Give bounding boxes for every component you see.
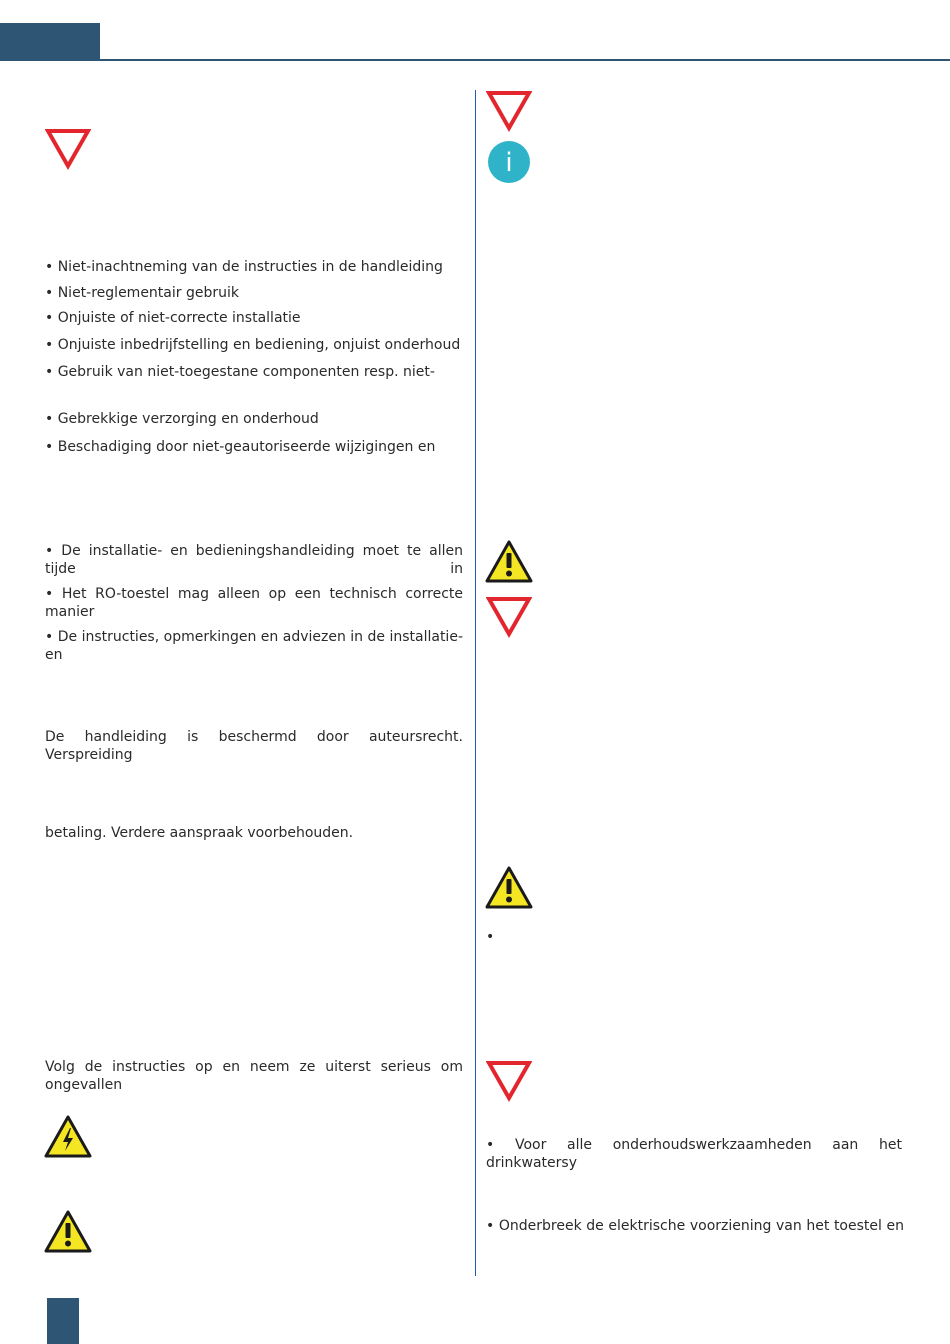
note-item: • De instructies, opmerkingen en adviezen in de installatie- en <box>45 629 463 663</box>
info-icon <box>487 140 531 184</box>
safety-instruction-text: Volg de instructies op en neem ze uiterst serieus om ongevallen <box>45 1059 463 1093</box>
header-rule <box>100 59 950 61</box>
warning-triangle-red-icon <box>486 596 532 638</box>
cause-item: • Gebruik van niet-toegestane componenten resp. niet- <box>45 364 435 380</box>
maintenance-item: • Onderbreek de elektrische voorziening van het toestel en <box>486 1218 904 1234</box>
cause-item: • Niet-inachtneming van de instructies in de handleiding <box>45 259 443 275</box>
warning-triangle-red-icon <box>486 1060 532 1102</box>
caution-triangle-icon <box>485 540 533 583</box>
bullet-marker: • <box>486 929 495 945</box>
cause-item: • Niet-reglementair gebruik <box>45 285 239 301</box>
maintenance-item: • Voor alle onderhoudswerkzaamheden aan het drinkwatersy <box>486 1137 902 1171</box>
cause-item: • Gebrekkige verzorging en onderhoud <box>45 411 319 427</box>
warning-triangle-red-icon <box>45 128 91 170</box>
page-number-tab <box>47 1298 79 1344</box>
header-tab <box>0 23 100 61</box>
electrical-hazard-icon <box>44 1115 92 1158</box>
info-glyph: i <box>505 148 513 178</box>
note-item: • Het RO-toestel mag alleen op een technisch correcte manier <box>45 586 463 620</box>
column-divider <box>475 90 476 1276</box>
copyright-text-end: betaling. Verdere aanspraak voorbehouden. <box>45 825 354 841</box>
copyright-text: De handleiding is beschermd door auteursrecht. Verspreiding <box>45 729 463 763</box>
cause-item: • Onjuiste of niet-correcte installatie <box>45 310 301 326</box>
cause-item: • Onjuiste inbedrijfstelling en bediening, onjuist onderhoud <box>45 337 461 353</box>
caution-triangle-icon <box>485 866 533 909</box>
cause-item: • Beschadiging door niet-geautoriseerde wijzigingen en <box>45 439 436 455</box>
caution-triangle-icon <box>44 1210 92 1253</box>
note-item: • De installatie- en bedieningshandleiding moet te allen tijde in <box>45 543 463 577</box>
warning-triangle-red-icon <box>486 90 532 132</box>
